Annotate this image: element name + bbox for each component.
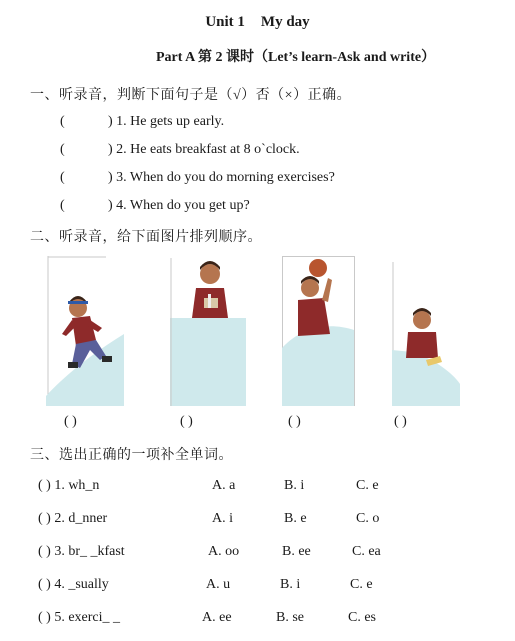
section2-title: 二、听录音，给下面图片排列顺序。 — [30, 230, 262, 245]
section3-q2-option-b[interactable]: B. e — [284, 511, 307, 526]
section3-q1-option-a[interactable]: A. a — [212, 478, 236, 493]
order-blank-2[interactable]: ( ) — [180, 414, 193, 429]
section1-title: 一、听录音，判断下面句子是（√）否（×）正确。 — [30, 88, 352, 103]
section3-q5-option-a[interactable]: A. ee — [202, 610, 232, 625]
boy-running-image — [46, 256, 124, 406]
section3-q4-option-a[interactable]: A. u — [206, 577, 231, 592]
section1-item-2: ( ) 2. He eats breakfast at 8 o`clock. — [60, 142, 300, 157]
picture-2 — [170, 258, 246, 406]
order-blank-4[interactable]: ( ) — [394, 414, 407, 429]
section1-item-3: ( ) 3. When do you do morning exercises? — [60, 170, 335, 185]
section3-q2-option-a[interactable]: A. i — [212, 511, 233, 526]
section3-q3-option-a[interactable]: A. oo — [208, 544, 240, 559]
section1-item-4: ( ) 4. When do you get up? — [60, 198, 250, 213]
unit-name: My day — [260, 14, 310, 30]
unit-label: Unit 1 — [205, 14, 245, 30]
section3-q5-option-b[interactable]: B. se — [276, 610, 304, 625]
section3-q2: ( ) 2. d_nner — [38, 511, 108, 526]
unit-title — [0, 14, 515, 31]
section3-q3-option-c[interactable]: C. ea — [352, 544, 381, 559]
picture-4 — [392, 262, 460, 406]
section3-q4-option-b[interactable]: B. i — [280, 577, 301, 592]
section3-q5-option-c[interactable]: C. es — [348, 610, 376, 625]
answer-blank[interactable]: ( — [60, 114, 65, 129]
section3-q1: ( ) 1. wh_n — [38, 478, 100, 493]
section3-q3-option-b[interactable]: B. ee — [282, 544, 311, 559]
section3-q5: ( ) 5. exerci_ _ — [38, 610, 121, 625]
section1-item-1: ( ) 1. He gets up early. — [60, 114, 225, 129]
section3-q3: ( ) 3. br_ _kfast — [38, 544, 125, 559]
boy-playing-ball-image — [282, 256, 358, 406]
answer-blank[interactable]: ( — [60, 170, 65, 185]
lesson-title: Part A 第 2 课时（Let’s learn-Ask and write） — [156, 50, 436, 65]
picture-1 — [46, 256, 124, 406]
section3-q2-option-c[interactable]: C. o — [356, 511, 380, 526]
section3-q4: ( ) 4. _sually — [38, 577, 109, 592]
section3-q1-option-c[interactable]: C. e — [356, 478, 379, 493]
section3-title: 三、选出正确的一项补全单词。 — [30, 448, 233, 463]
order-blank-1[interactable]: ( ) — [64, 414, 77, 429]
order-blank-3[interactable]: ( ) — [288, 414, 301, 429]
section3-q4-option-c[interactable]: C. e — [350, 577, 373, 592]
answer-blank[interactable]: ( — [60, 142, 65, 157]
boy-brushing-teeth-image — [170, 258, 246, 406]
picture-3 — [282, 256, 358, 406]
section3-q1-option-b[interactable]: B. i — [284, 478, 305, 493]
boy-eating-image — [392, 262, 460, 406]
answer-blank[interactable]: ( — [60, 198, 65, 213]
